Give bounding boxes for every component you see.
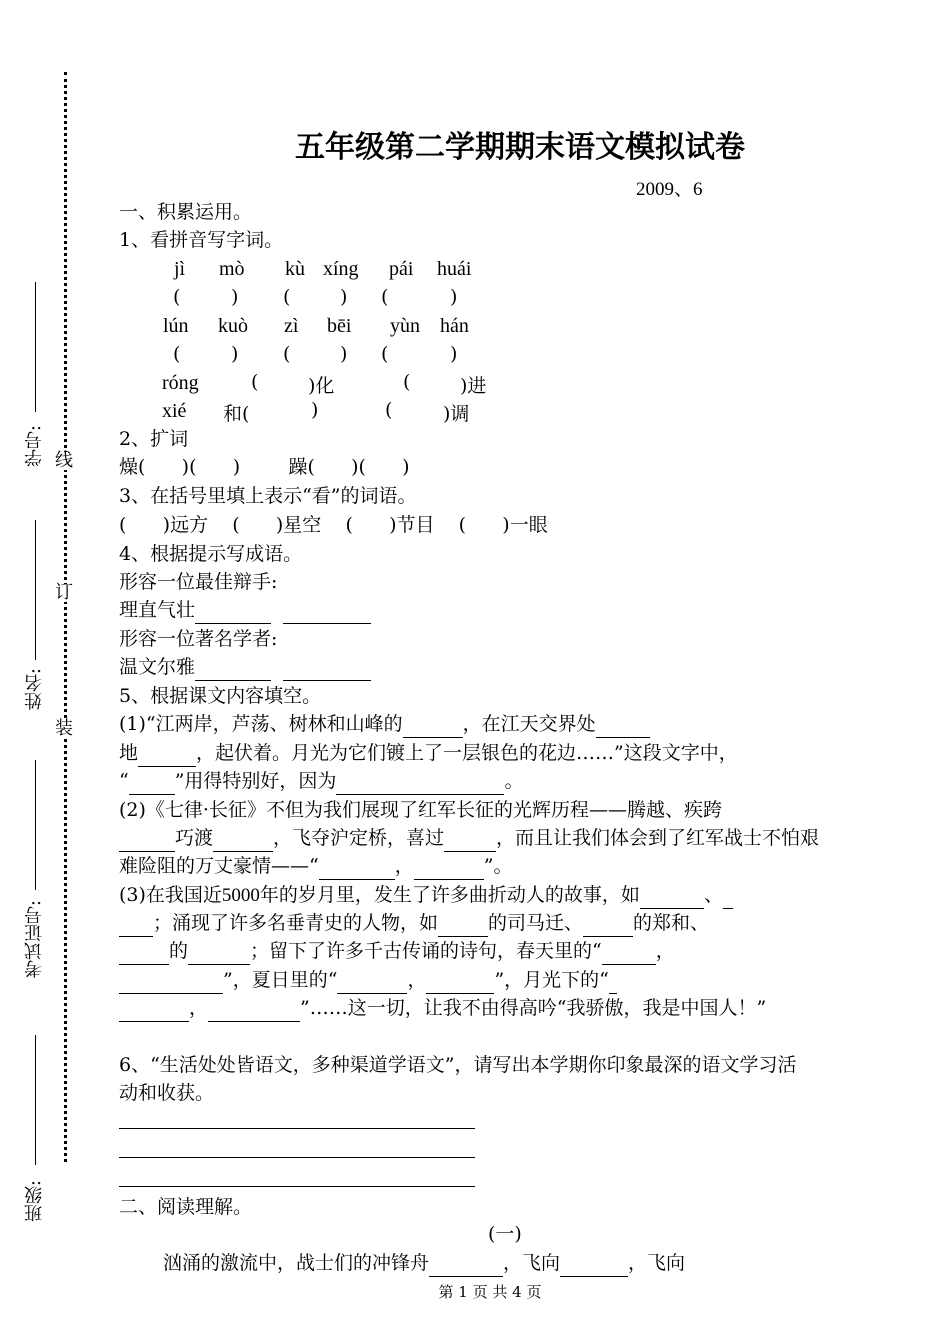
q5-text: ，而且让我们体会到了红军战士不怕艰 (496, 827, 820, 849)
pinyin: kuò (218, 315, 248, 337)
q5-text: ”，月光下的“ (494, 969, 609, 991)
student-id-label: 学号: (24, 425, 45, 468)
fill-text: )化 (308, 375, 335, 397)
answer-blank[interactable] (438, 914, 488, 937)
answer-bracket[interactable]: ( (173, 286, 181, 308)
pinyin: jì (174, 258, 186, 280)
q5-text: ， (407, 969, 427, 991)
answer-bracket[interactable]: ( (173, 343, 181, 365)
answer-blank[interactable] (208, 999, 300, 1022)
pinyin: lún (163, 315, 189, 337)
class-line (35, 1035, 36, 1165)
reading-part-label: (一) (488, 1223, 522, 1245)
answer-blank[interactable] (583, 914, 633, 937)
page-footer: 第 1 页 共 4 页 (438, 1283, 542, 1301)
q4-title: 4、根据提示写成语。 (119, 543, 303, 565)
fill-text: )调 (443, 403, 470, 425)
q1-title: 1、看拼音写字词。 (119, 229, 284, 251)
q5-text: 的司马迁、 (488, 912, 584, 934)
q4-prompt2: 形容一位著名学者: (119, 628, 278, 650)
answer-blank[interactable] (188, 942, 250, 965)
pinyin: huái (437, 258, 472, 280)
answer-blank[interactable] (129, 772, 175, 795)
q5-text: 地 (119, 742, 139, 764)
answer-bracket[interactable]: 和( (223, 403, 250, 425)
answer-blank[interactable] (426, 971, 494, 994)
section2-heading: 二、阅读理解。 (119, 1196, 253, 1218)
section1-heading: 一、积累运用。 (119, 201, 253, 223)
q5-text: 难险阻的万丈豪情——“ (119, 855, 319, 877)
answer-blank[interactable] (640, 886, 704, 909)
answer-line[interactable] (119, 1186, 475, 1187)
pinyin: xíng (323, 258, 359, 280)
q2-title: 2、扩词 (119, 428, 189, 450)
pinyin: zì (284, 315, 299, 337)
q5-text: ， (189, 997, 209, 1019)
answer-blank[interactable] (444, 829, 496, 852)
answer-bracket[interactable]: ) (340, 343, 348, 365)
pinyin: mò (219, 258, 245, 280)
binding-dotted-line (64, 72, 67, 1162)
q6-prompt-line2: 动和收获。 (119, 1082, 215, 1104)
q5-text: ，飞夺沪定桥，喜过 (273, 827, 445, 849)
page-title: 五年级第二学期期末语文模拟试卷 (295, 130, 745, 165)
pinyin: pái (389, 258, 414, 280)
reading-text: 汹涌的激流中，战士们的冲锋舟 (163, 1252, 430, 1274)
answer-bracket[interactable]: ( (381, 343, 389, 365)
answer-blank[interactable] (119, 999, 189, 1022)
binding-mark-zhuang: 装 (55, 718, 73, 739)
q3-title: 3、在括号里填上表示“看”的词语。 (119, 485, 417, 507)
pinyin: hán (440, 315, 469, 337)
q5-text: ，起伏着。月光为它们镀上了一层银色的花边……”这段文字中， (196, 742, 738, 764)
q5-text: ， (394, 855, 414, 877)
answer-bracket[interactable]: ( (283, 343, 291, 365)
name-line (35, 520, 36, 660)
q5-text: 年的岁月里，发生了许多曲折动人的故事，如 (259, 884, 640, 906)
q5-text: ”。 (483, 855, 513, 877)
answer-blank[interactable] (609, 971, 617, 994)
answer-bracket[interactable]: ( (403, 371, 411, 393)
answer-blank[interactable] (119, 942, 169, 965)
answer-blank[interactable] (596, 715, 650, 738)
q5-text: 的 (169, 940, 189, 962)
answer-blank[interactable] (283, 658, 371, 681)
reading-text: ，飞向 (628, 1252, 686, 1274)
answer-bracket[interactable]: ) (450, 286, 458, 308)
q5-text: ；涌现了许多名垂青史的人物，如 (153, 912, 439, 934)
answer-bracket[interactable]: ) (340, 286, 348, 308)
q4-prompt1: 形容一位最佳辩手: (119, 571, 278, 593)
answer-blank[interactable] (119, 971, 223, 994)
q5-text: 的郑和、 (633, 912, 710, 934)
class-label: 班级: (24, 1180, 45, 1223)
answer-blank[interactable] (119, 829, 175, 852)
q5-text: (3)在我国近 (119, 884, 222, 906)
q5-text: ”，夏日里的“ (223, 969, 338, 991)
q5-text: (1)“江两岸，芦荡、树林和山峰的 (119, 713, 403, 735)
answer-blank[interactable] (337, 971, 407, 994)
q6-prompt-line1: 6、“生活处处皆语文，多种渠道学语文”，请写出本学期你印象最深的语文学习活 (119, 1054, 797, 1076)
answer-bracket[interactable]: ( (283, 286, 291, 308)
q5-text: ， (655, 940, 675, 962)
q5-text: ，在江天交界处 (462, 713, 596, 735)
q5-text: 、 (703, 884, 723, 906)
answer-line[interactable] (119, 1157, 475, 1158)
pinyin: yùn (390, 315, 420, 337)
answer-blank[interactable] (403, 715, 463, 738)
binding-mark-xian: 线 (55, 450, 73, 471)
exam-date: 2009、6 (636, 179, 703, 200)
answer-blank[interactable] (414, 857, 484, 880)
q5-text: “ (119, 770, 129, 792)
answer-blank[interactable] (138, 744, 196, 767)
answer-bracket[interactable]: ( (251, 371, 259, 393)
q5-text: (2)《七律·长征》不但为我们展现了红军长征的光辉历程——腾越、疾跨 (119, 799, 722, 821)
student-id-line (35, 282, 36, 412)
pinyin: xié (162, 400, 187, 422)
q5-text: ”用得特别好，因为 (174, 770, 337, 792)
exam-id-line (35, 760, 36, 890)
answer-blank[interactable] (560, 1254, 628, 1277)
answer-blank[interactable] (602, 942, 656, 965)
q2-line[interactable]: 燥( )( ) 躁( )( ) (119, 456, 410, 478)
q4-idiom2: 温文尔雅 (119, 656, 196, 678)
q3-line[interactable]: ( )远方 ( )星空 ( )节目 ( )一眼 (119, 514, 548, 536)
pinyin: kù (285, 258, 305, 280)
q5-number: 5000 (221, 885, 260, 906)
name-label: 姓名: (24, 668, 45, 711)
answer-line[interactable] (119, 1128, 475, 1129)
answer-blank[interactable] (195, 601, 271, 624)
pinyin: bēi (327, 315, 352, 337)
answer-bracket[interactable]: ) (231, 286, 239, 308)
fill-text: )进 (460, 375, 487, 397)
answer-blank[interactable] (429, 1254, 503, 1277)
answer-blank[interactable] (213, 829, 273, 852)
answer-blank[interactable] (723, 886, 733, 909)
fill-text: ) (311, 399, 319, 421)
pinyin: róng (162, 372, 199, 394)
answer-blank[interactable] (195, 658, 271, 681)
q4-idiom1: 理直气壮 (119, 599, 196, 621)
answer-blank[interactable] (283, 601, 371, 624)
answer-bracket[interactable]: ) (450, 343, 458, 365)
q5-text: 。 (504, 770, 524, 792)
answer-bracket[interactable]: ( (385, 399, 393, 421)
answer-blank[interactable] (119, 914, 153, 937)
answer-bracket[interactable]: ) (231, 343, 239, 365)
answer-bracket[interactable]: ( (381, 286, 389, 308)
reading-text: ，飞向 (503, 1252, 561, 1274)
q5-text: 巧渡 (175, 827, 214, 849)
q5-title: 5、根据课文内容填空。 (119, 685, 322, 707)
answer-blank[interactable] (319, 857, 395, 880)
q5-text: ”……这一切，让我不由得高吟“我骄傲，我是中国人！” (300, 997, 767, 1019)
binding-mark-ding: 订 (55, 582, 73, 603)
exam-id-label: 考试证号: (24, 900, 45, 979)
answer-blank[interactable] (336, 772, 504, 795)
q5-text: ；留下了许多千古传诵的诗句，春天里的“ (250, 940, 602, 962)
